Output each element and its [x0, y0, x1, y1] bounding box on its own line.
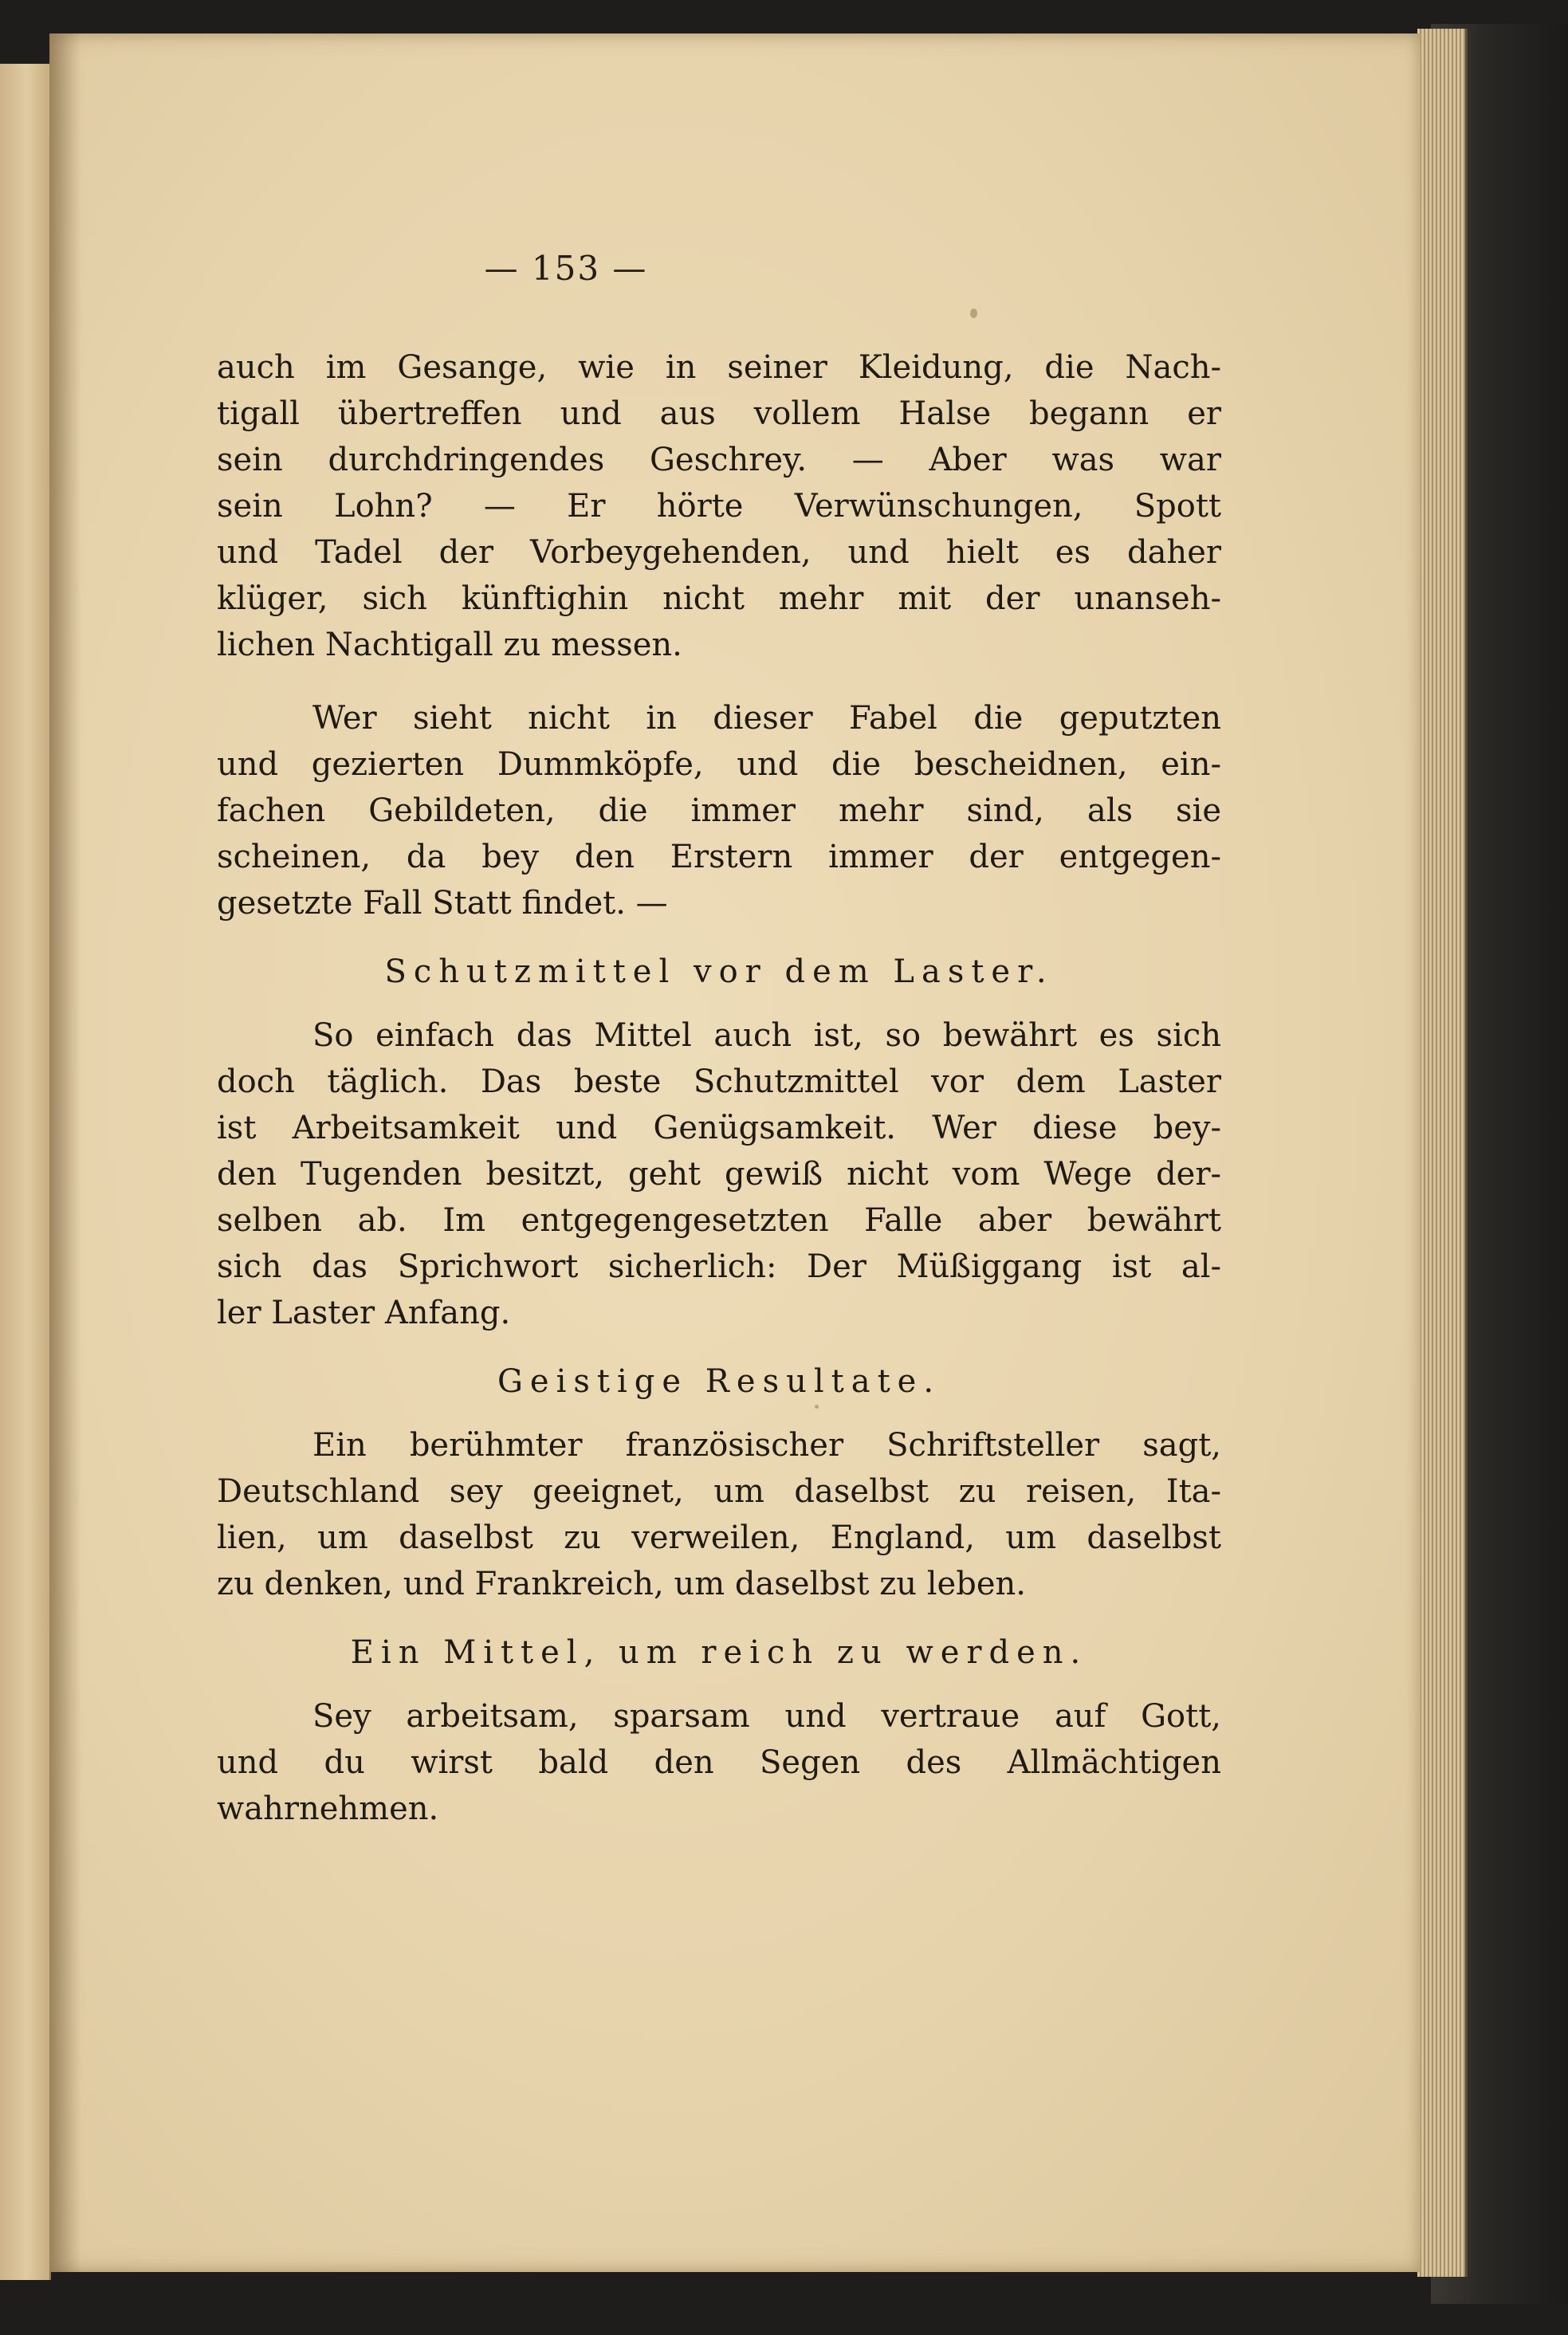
- gutter-shadow: [49, 33, 81, 2272]
- text-line: scheinen, da bey den Erstern immer der entgegen-: [217, 839, 1221, 875]
- section-heading: Ein Mittel, um reich zu werden.: [350, 1634, 1088, 1671]
- paragraph: [217, 1693, 1221, 1832]
- text-line: den Tugenden besitzt, geht gewiß nicht vom Wege der-: [217, 1156, 1221, 1193]
- section-heading: Schutzmittel vor dem Laster.: [384, 953, 1054, 990]
- text-line: und du wirst bald den Segen des Allmächtigen: [217, 1744, 1221, 1781]
- text-line: sein durchdringendes Geschrey. — Aber was war: [217, 442, 1221, 478]
- text-line: klüger, sich künftighin nicht mehr mit der unanseh-: [217, 580, 1221, 617]
- text-line: selben ab. Im entgegengesetzten Falle aber bewährt: [217, 1202, 1221, 1239]
- text-line: und gezierten Dummköpfe, und die bescheidnen, ein-: [217, 746, 1221, 783]
- text-line: ler Laster Anfang.: [217, 1295, 511, 1331]
- text-line: auch im Gesange, wie in seiner Kleidung, die Nach-: [217, 349, 1221, 386]
- text-line: doch täglich. Das beste Schutzmittel vor dem Laster: [217, 1063, 1221, 1100]
- text-line: sein Lohn? — Er hörte Verwünschungen, Spott: [217, 488, 1221, 525]
- paragraph: [217, 1012, 1221, 1336]
- facing-page-edge: [0, 64, 51, 2280]
- text-line: gesetzte Fall Statt findet. —: [217, 885, 668, 922]
- text-line: ist Arbeitsamkeit und Genügsamkeit. Wer diese bey-: [217, 1110, 1221, 1146]
- text-line: sich das Sprichwort sicherlich: Der Müßiggang ist al-: [217, 1248, 1221, 1285]
- page-body: [217, 233, 1221, 1848]
- text-line: So einfach das Mittel auch ist, so bewährt es sich: [312, 1017, 1221, 1054]
- paragraph: [217, 344, 1221, 668]
- text-line: Deutschland sey geeignet, um daselbst zu reisen, Ita-: [217, 1473, 1221, 1510]
- page-number: — 153 —: [484, 249, 648, 288]
- text-line: lichen Nachtigall zu messen.: [217, 627, 682, 663]
- text-line: lien, um daselbst zu verweilen, England, um daselbst: [217, 1519, 1221, 1556]
- paragraph: [217, 695, 1221, 926]
- section-heading: Geistige Resultate.: [497, 1363, 941, 1400]
- text-line: Sey arbeitsam, sparsam und vertraue auf Gott,: [312, 1698, 1221, 1735]
- text-line: fachen Gebildeten, die immer mehr sind, als sie: [217, 792, 1221, 829]
- text-line: wahrnehmen.: [217, 1791, 439, 1827]
- text-line: Wer sieht nicht in dieser Fabel die geputzten: [312, 700, 1221, 737]
- text-line: und Tadel der Vorbeygehenden, und hielt es daher: [217, 534, 1221, 571]
- text-line: tigall übertreffen und aus vollem Halse begann er: [217, 395, 1221, 432]
- page-edges: [1417, 29, 1468, 2277]
- book-page: [49, 33, 1421, 2272]
- paragraph: [217, 1422, 1221, 1607]
- text-line: zu denken, und Frankreich, um daselbst zu leben.: [217, 1566, 1026, 1602]
- text-line: Ein berühmter französischer Schriftsteller sagt,: [312, 1427, 1221, 1464]
